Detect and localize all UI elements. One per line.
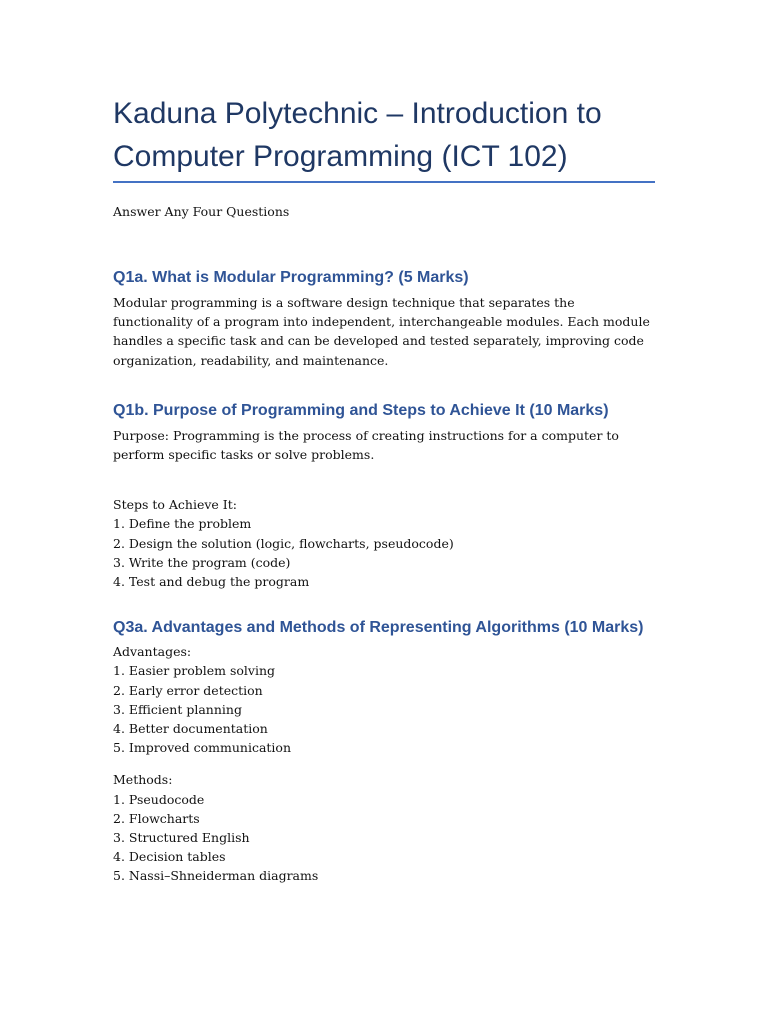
list-item: 4. Test and debug the program (113, 574, 310, 590)
document-page (113, 92, 655, 886)
document-title-line2: Computer Programming (ICT 102) (113, 140, 568, 173)
question-heading-q3a: Q3a. Advantages and Methods of Representing Algorithms (10 Marks) (113, 619, 644, 637)
exam-instruction: Answer Any Four Questions (113, 204, 290, 219)
question-q1b (113, 400, 655, 591)
list-item: 4. Better documentation (113, 721, 268, 737)
question-q3a (113, 617, 655, 885)
advantages-list (113, 661, 655, 757)
list-item: 2. Flowcharts (113, 810, 200, 826)
list-item: 5. Nassi–Shneiderman diagrams (113, 868, 319, 884)
question-heading-q1b: Q1b. Purpose of Programming and Steps to Achieve It (10 Marks) (113, 401, 609, 419)
list-item: 3. Efficient planning (113, 701, 242, 717)
question-q1a (113, 267, 655, 370)
title-divider (113, 181, 655, 183)
list-item: 2. Design the solution (logic, flowcharts, pseudocode) (113, 535, 454, 551)
document-title (113, 92, 655, 178)
advantages-label: Advantages: (113, 644, 192, 660)
methods-label: Methods: (113, 772, 173, 788)
purpose-paragraph: Purpose: Programming is the process of creating instructions for a computer to perform specific tasks or solve problems. (113, 427, 619, 463)
answer-paragraph-q1a: Modular programming is a software design technique that separates the functionality of a program into independent, interchangeable modules. Each module handles a specific task and can be developed and tested separately, improving code organization, readability, and maintenance. (113, 295, 650, 368)
methods-list (113, 790, 655, 886)
list-item: 1. Easier problem solving (113, 663, 276, 679)
list-item: 5. Improved communication (113, 740, 292, 756)
list-item: 1. Define the problem (113, 516, 252, 532)
list-item: 1. Pseudocode (113, 791, 205, 807)
steps-label: Steps to Achieve It: (113, 497, 237, 513)
steps-list (113, 514, 655, 591)
list-item: 2. Early error detection (113, 682, 263, 698)
list-item: 3. Write the program (code) (113, 554, 291, 570)
document-title-line1: Kaduna Polytechnic – Introduction to (113, 97, 602, 130)
list-item: 3. Structured English (113, 830, 250, 846)
question-heading-q1a: Q1a. What is Modular Programming? (5 Marks) (113, 269, 469, 286)
list-item: 4. Decision tables (113, 849, 226, 865)
